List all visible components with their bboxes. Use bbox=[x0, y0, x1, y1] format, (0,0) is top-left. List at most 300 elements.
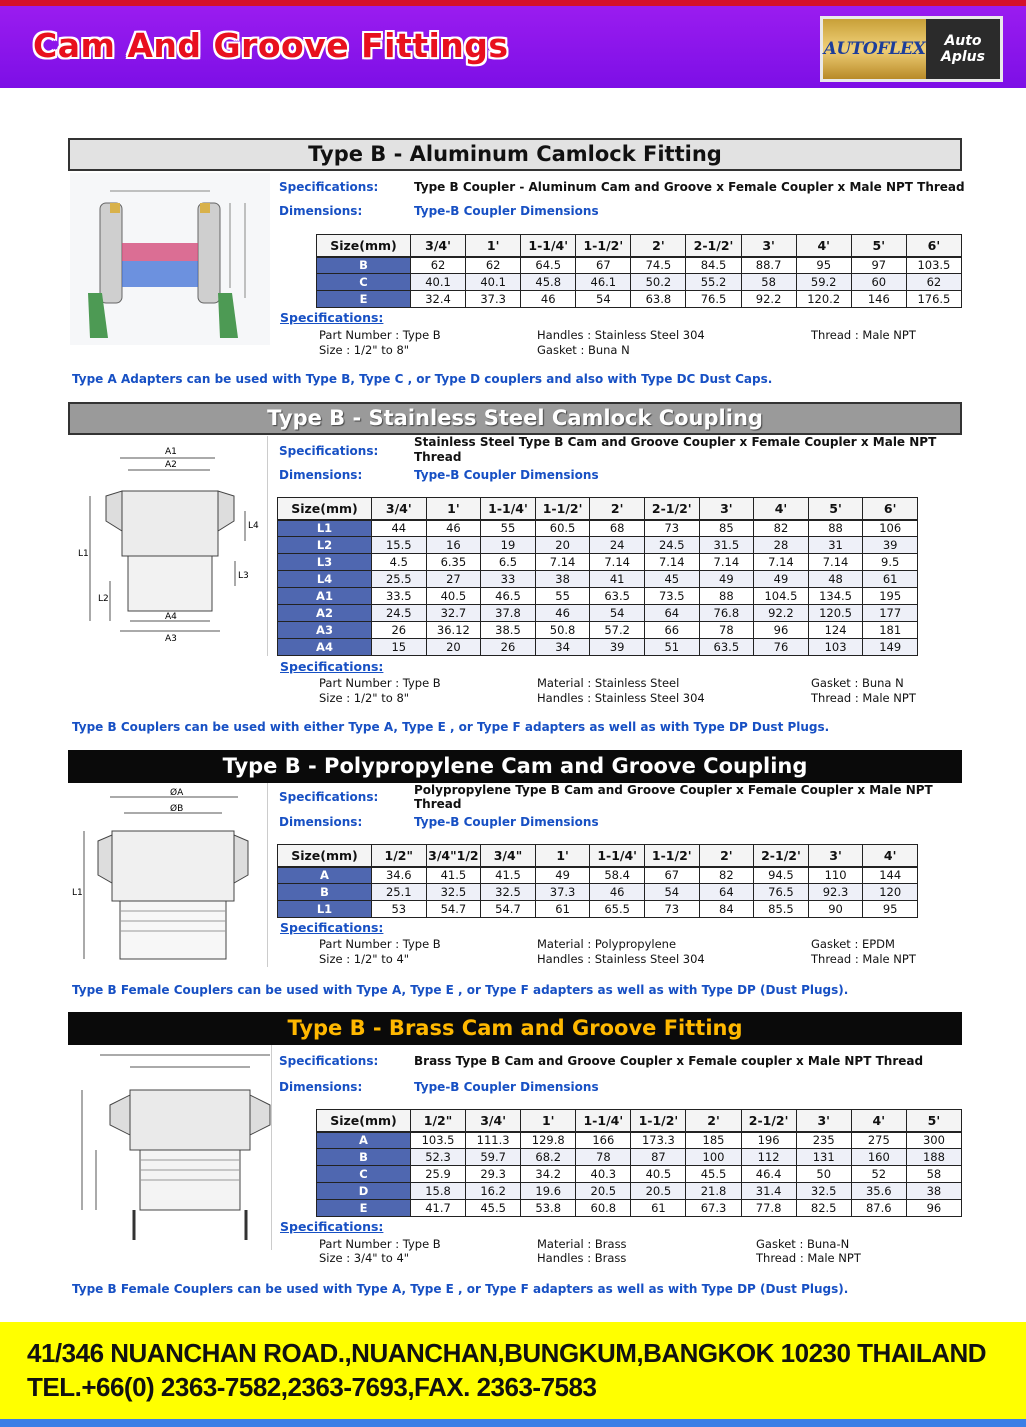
table-cell: 275 bbox=[851, 1132, 906, 1149]
spec-label: Specifications: bbox=[279, 180, 379, 194]
size-column-header: Size(mm) bbox=[317, 1110, 411, 1132]
table-cell: 37.8 bbox=[481, 605, 536, 622]
compatibility-note: Type B Female Couplers can be used with Type A, Type E , or Type F adapters as well as with Type DP (Dust Plugs). bbox=[72, 1282, 849, 1296]
detail-part-number: Part Number : Type B bbox=[319, 937, 441, 951]
table-cell: 63.5 bbox=[699, 639, 754, 656]
svg-text:L1: L1 bbox=[72, 888, 83, 898]
size-column-header: 6' bbox=[906, 235, 961, 257]
table-cell: 87.6 bbox=[851, 1200, 906, 1217]
size-column-header: 1-1/2' bbox=[631, 1110, 686, 1132]
table-cell: 78 bbox=[576, 1149, 631, 1166]
table-cell: 57.2 bbox=[590, 622, 645, 639]
table-cell: 41.5 bbox=[481, 867, 536, 884]
table-cell: 46 bbox=[590, 884, 645, 901]
table-cell: 33.5 bbox=[372, 588, 427, 605]
size-column-header: 2-1/2' bbox=[686, 235, 741, 257]
table-cell: 88 bbox=[808, 520, 863, 537]
table-cell: 185 bbox=[686, 1132, 741, 1149]
table-cell: 59.2 bbox=[796, 274, 851, 291]
section-title-brass: Type B - Brass Cam and Groove Fitting bbox=[68, 1012, 962, 1045]
table-cell: 35.6 bbox=[851, 1183, 906, 1200]
table-cell: 45.5 bbox=[466, 1200, 521, 1217]
table-cell: 46.1 bbox=[576, 274, 631, 291]
table-cell: 181 bbox=[863, 622, 918, 639]
row-label-cell: L4 bbox=[278, 571, 372, 588]
specifications-heading: Specifications: bbox=[280, 1219, 384, 1234]
table-cell: 61 bbox=[631, 1200, 686, 1217]
table-cell: 78 bbox=[699, 622, 754, 639]
table-cell: 9.5 bbox=[863, 554, 918, 571]
table-cell: 95 bbox=[863, 901, 918, 918]
table-cell: 146 bbox=[851, 291, 906, 308]
compatibility-note: Type B Female Couplers can be used with Type A, Type E , or Type F adapters as well as with Type DP (Dust Plugs). bbox=[72, 983, 849, 997]
section-title-aluminum: Type B - Aluminum Camlock Fitting bbox=[68, 138, 962, 171]
table-cell: 55.2 bbox=[686, 274, 741, 291]
table-cell: 20 bbox=[426, 639, 481, 656]
table-cell: 31.4 bbox=[741, 1183, 796, 1200]
spec-label: Specifications: bbox=[279, 790, 379, 804]
table-cell: 63.5 bbox=[590, 588, 645, 605]
section-title-stainless: Type B - Stainless Steel Camlock Coupling bbox=[68, 402, 962, 435]
table-cell: 32.7 bbox=[426, 605, 481, 622]
row-label-cell: A2 bbox=[278, 605, 372, 622]
table-cell: 95 bbox=[796, 257, 851, 274]
table-cell: 103 bbox=[808, 639, 863, 656]
table-cell: 54 bbox=[576, 291, 631, 308]
table-cell: 15.8 bbox=[411, 1183, 466, 1200]
table-cell: 134.5 bbox=[808, 588, 863, 605]
compatibility-note: Type B Couplers can be used with either Type A, Type E , or Type F adapters as well as with Type DP Dust Plugs. bbox=[72, 720, 830, 734]
table-row bbox=[278, 554, 918, 571]
table-cell: 144 bbox=[863, 867, 918, 884]
table-cell: 33 bbox=[481, 571, 536, 588]
table-cell: 54.7 bbox=[426, 901, 481, 918]
table-cell: 68 bbox=[590, 520, 645, 537]
table-cell: 84 bbox=[699, 901, 754, 918]
table-cell: 46.4 bbox=[741, 1166, 796, 1183]
table-row bbox=[317, 1149, 962, 1166]
size-column-header: 2' bbox=[590, 498, 645, 520]
table-row bbox=[278, 605, 918, 622]
table-cell: 55 bbox=[535, 588, 590, 605]
table-cell: 67.3 bbox=[686, 1200, 741, 1217]
detail-thread: Thread : Male NPT bbox=[811, 952, 916, 966]
detail-handles: Handles : Stainless Steel 304 bbox=[537, 691, 705, 705]
size-column-header: 2-1/2' bbox=[644, 498, 699, 520]
header-banner bbox=[0, 0, 1026, 88]
table-cell: 21.8 bbox=[686, 1183, 741, 1200]
brass-dimensions-table bbox=[316, 1109, 962, 1217]
table-row bbox=[317, 1132, 962, 1149]
table-row bbox=[317, 1200, 962, 1217]
spec-description: Polypropylene Type B Cam and Groove Coupler x Female Coupler x Male NPT bbox=[414, 783, 933, 797]
page-title: Cam And Groove Fittings bbox=[33, 26, 509, 65]
size-column-header: 3/4' bbox=[466, 1110, 521, 1132]
table-cell: 15 bbox=[372, 639, 427, 656]
table-cell: 120.2 bbox=[796, 291, 851, 308]
table-cell: 300 bbox=[906, 1132, 961, 1149]
table-cell: 61 bbox=[863, 571, 918, 588]
table-cell: 65.5 bbox=[590, 901, 645, 918]
size-column-header: 2' bbox=[699, 845, 754, 867]
table-cell: 7.14 bbox=[808, 554, 863, 571]
table-row bbox=[278, 901, 918, 918]
table-cell: 49 bbox=[535, 867, 590, 884]
table-cell: 88 bbox=[699, 588, 754, 605]
size-column-header: 2' bbox=[631, 235, 686, 257]
table-cell: 90 bbox=[808, 901, 863, 918]
dimensions-label: Dimensions: bbox=[279, 815, 363, 829]
table-header-row bbox=[278, 498, 918, 520]
dimensions-text: Type-B Coupler Dimensions bbox=[414, 468, 599, 482]
size-column-header: 1' bbox=[466, 235, 521, 257]
table-cell: 64.5 bbox=[521, 257, 576, 274]
table-cell: 25.5 bbox=[372, 571, 427, 588]
table-cell: 54 bbox=[644, 884, 699, 901]
table-cell: 27 bbox=[426, 571, 481, 588]
table-row bbox=[278, 622, 918, 639]
table-cell: 45.8 bbox=[521, 274, 576, 291]
table-cell: 96 bbox=[906, 1200, 961, 1217]
table-cell: 49 bbox=[754, 571, 809, 588]
table-cell: 85.5 bbox=[754, 901, 809, 918]
table-cell: 16 bbox=[426, 537, 481, 554]
detail-thread: Thread : Male NPT bbox=[811, 691, 916, 705]
table-cell: 26 bbox=[481, 639, 536, 656]
table-cell: 51 bbox=[644, 639, 699, 656]
table-cell: 131 bbox=[796, 1149, 851, 1166]
table-cell: 37.3 bbox=[535, 884, 590, 901]
svg-text:A2: A2 bbox=[165, 460, 177, 470]
table-cell: 67 bbox=[644, 867, 699, 884]
polypropylene-dimensions-table bbox=[277, 844, 918, 918]
table-cell: 195 bbox=[863, 588, 918, 605]
table-cell: 34.6 bbox=[372, 867, 427, 884]
row-label-cell: B bbox=[278, 884, 372, 901]
table-cell: 62 bbox=[906, 274, 961, 291]
table-cell: 97 bbox=[851, 257, 906, 274]
table-cell: 85 bbox=[699, 520, 754, 537]
size-column-header: Size(mm) bbox=[317, 235, 411, 257]
table-cell: 40.5 bbox=[631, 1166, 686, 1183]
section-title-polypropylene: Type B - Polypropylene Cam and Groove Coupling bbox=[68, 750, 962, 783]
detail-handles: Handles : Brass bbox=[537, 1251, 627, 1265]
size-column-header: 4' bbox=[863, 845, 918, 867]
table-cell: 92.2 bbox=[741, 291, 796, 308]
aluminum-dimensions-table bbox=[316, 234, 962, 308]
table-cell: 104.5 bbox=[754, 588, 809, 605]
row-label-cell: L1 bbox=[278, 520, 372, 537]
table-cell: 54.7 bbox=[481, 901, 536, 918]
table-cell: 54 bbox=[590, 605, 645, 622]
table-cell: 25.9 bbox=[411, 1166, 466, 1183]
row-label-cell: L3 bbox=[278, 554, 372, 571]
table-cell: 68.2 bbox=[521, 1149, 576, 1166]
size-column-header: 5' bbox=[808, 498, 863, 520]
table-cell: 188 bbox=[906, 1149, 961, 1166]
table-cell: 120.5 bbox=[808, 605, 863, 622]
detail-part-number: Part Number : Type B bbox=[319, 1237, 441, 1251]
table-cell: 19.6 bbox=[521, 1183, 576, 1200]
detail-size: Size : 1/2" to 8" bbox=[319, 691, 410, 705]
detail-gasket: Gasket : EPDM bbox=[811, 937, 895, 951]
row-label-cell: L1 bbox=[278, 901, 372, 918]
table-cell: 34.2 bbox=[521, 1166, 576, 1183]
detail-handles: Handles : Stainless Steel 304 bbox=[537, 952, 705, 966]
dimensions-label: Dimensions: bbox=[279, 1080, 363, 1094]
table-cell: 28 bbox=[754, 537, 809, 554]
table-cell: 20.5 bbox=[631, 1183, 686, 1200]
compatibility-note: Type A Adapters can be used with Type B, Type C , or Type D couplers and also with Type DC Dust Caps. bbox=[72, 372, 773, 386]
table-cell: 196 bbox=[741, 1132, 796, 1149]
table-cell: 6.5 bbox=[481, 554, 536, 571]
dimensions-text: Type-B Coupler Dimensions bbox=[414, 204, 599, 218]
table-cell: 106 bbox=[863, 520, 918, 537]
table-cell: 45.5 bbox=[686, 1166, 741, 1183]
table-cell: 41.5 bbox=[426, 867, 481, 884]
detail-thread: Thread : Male NPT bbox=[756, 1251, 861, 1265]
table-cell: 60.8 bbox=[576, 1200, 631, 1217]
detail-size: Size : 1/2" to 4" bbox=[319, 952, 410, 966]
table-cell: 41 bbox=[590, 571, 645, 588]
table-row bbox=[317, 257, 962, 274]
table-cell: 59.7 bbox=[466, 1149, 521, 1166]
size-column-header: 3' bbox=[741, 235, 796, 257]
footer-stripe bbox=[0, 1419, 1026, 1427]
dimensions-text: Type-B Coupler Dimensions bbox=[414, 815, 599, 829]
table-header-row bbox=[317, 235, 962, 257]
table-cell: 52 bbox=[851, 1166, 906, 1183]
size-column-header: 1-1/2' bbox=[535, 498, 590, 520]
table-cell: 67 bbox=[576, 257, 631, 274]
svg-text:A4: A4 bbox=[165, 612, 177, 622]
table-cell: 94.5 bbox=[754, 867, 809, 884]
size-column-header: 5' bbox=[906, 1110, 961, 1132]
table-cell: 6.35 bbox=[426, 554, 481, 571]
table-cell: 38.5 bbox=[481, 622, 536, 639]
table-cell: 129.8 bbox=[521, 1132, 576, 1149]
table-cell: 63.8 bbox=[631, 291, 686, 308]
table-cell: 39 bbox=[590, 639, 645, 656]
table-cell: 32.5 bbox=[426, 884, 481, 901]
svg-text:L1: L1 bbox=[78, 549, 89, 559]
size-column-header: 1' bbox=[426, 498, 481, 520]
table-cell: 166 bbox=[576, 1132, 631, 1149]
table-cell: 173.3 bbox=[631, 1132, 686, 1149]
size-column-header: 1-1/4' bbox=[590, 845, 645, 867]
table-cell: 61 bbox=[535, 901, 590, 918]
row-label-cell: C bbox=[317, 1166, 411, 1183]
table-cell: 19 bbox=[481, 537, 536, 554]
size-column-header: 4' bbox=[851, 1110, 906, 1132]
table-cell: 58 bbox=[906, 1166, 961, 1183]
table-cell: 82 bbox=[754, 520, 809, 537]
table-cell: 40.3 bbox=[576, 1166, 631, 1183]
detail-size: Size : 1/2" to 8" bbox=[319, 343, 410, 357]
table-cell: 60 bbox=[851, 274, 906, 291]
table-cell: 58 bbox=[741, 274, 796, 291]
table-row bbox=[278, 520, 918, 537]
table-cell: 120 bbox=[863, 884, 918, 901]
table-cell: 111.3 bbox=[466, 1132, 521, 1149]
table-cell: 177 bbox=[863, 605, 918, 622]
size-column-header: 1' bbox=[535, 845, 590, 867]
spec-description: Stainless Steel Type B Cam and Groove Coupler x Female Coupler x Male NPT bbox=[414, 435, 937, 449]
row-label-cell: D bbox=[317, 1183, 411, 1200]
svg-text:A3: A3 bbox=[165, 634, 177, 644]
table-cell: 92.3 bbox=[808, 884, 863, 901]
table-cell: 77.8 bbox=[741, 1200, 796, 1217]
table-cell: 88.7 bbox=[741, 257, 796, 274]
table-cell: 103.5 bbox=[906, 257, 961, 274]
table-cell: 55 bbox=[481, 520, 536, 537]
size-column-header: 3' bbox=[808, 845, 863, 867]
logo-autoflex: AUTOFLEX bbox=[823, 19, 926, 79]
spec-description-cont: Thread bbox=[414, 797, 462, 811]
table-cell: 82 bbox=[699, 867, 754, 884]
table-cell: 84.5 bbox=[686, 257, 741, 274]
table-cell: 103.5 bbox=[411, 1132, 466, 1149]
table-cell: 112 bbox=[741, 1149, 796, 1166]
spec-description-cont: Thread bbox=[414, 450, 462, 464]
detail-thread: Thread : Male NPT bbox=[811, 328, 916, 342]
detail-part-number: Part Number : Type B bbox=[319, 328, 441, 342]
size-column-header: 1/2" bbox=[411, 1110, 466, 1132]
footer-phone-fax: TEL.+66(0) 2363-7582,2363-7693,FAX. 2363-7583 bbox=[27, 1372, 597, 1402]
table-cell: 235 bbox=[796, 1132, 851, 1149]
table-cell: 32.4 bbox=[411, 291, 466, 308]
table-cell: 73 bbox=[644, 520, 699, 537]
table-cell: 29.3 bbox=[466, 1166, 521, 1183]
table-cell: 60.5 bbox=[535, 520, 590, 537]
table-cell: 4.5 bbox=[372, 554, 427, 571]
table-cell: 87 bbox=[631, 1149, 686, 1166]
table-row bbox=[278, 537, 918, 554]
table-cell: 24.5 bbox=[372, 605, 427, 622]
row-label-cell: A1 bbox=[278, 588, 372, 605]
size-column-header: 3/4" bbox=[481, 845, 536, 867]
table-cell: 62 bbox=[466, 257, 521, 274]
size-column-header: 3/4"1/2 bbox=[426, 845, 481, 867]
detail-handles: Handles : Stainless Steel 304 bbox=[537, 328, 705, 342]
table-cell: 73.5 bbox=[644, 588, 699, 605]
table-row bbox=[278, 884, 918, 901]
table-cell: 64 bbox=[699, 884, 754, 901]
specifications-heading: Specifications: bbox=[280, 920, 384, 935]
table-cell: 66 bbox=[644, 622, 699, 639]
size-column-header: 1/2" bbox=[372, 845, 427, 867]
table-cell: 36.12 bbox=[426, 622, 481, 639]
size-column-header: 4' bbox=[754, 498, 809, 520]
table-cell: 48 bbox=[808, 571, 863, 588]
table-cell: 32.5 bbox=[481, 884, 536, 901]
table-cell: 76.8 bbox=[699, 605, 754, 622]
row-label-cell: C bbox=[317, 274, 411, 291]
spec-label: Specifications: bbox=[279, 1054, 379, 1068]
dimensions-text: Type-B Coupler Dimensions bbox=[414, 1080, 599, 1094]
size-column-header: 1-1/4' bbox=[521, 235, 576, 257]
table-cell: 64 bbox=[644, 605, 699, 622]
detail-gasket: Gasket : Buna-N bbox=[756, 1237, 850, 1251]
footer-address: 41/346 NUANCHAN ROAD.,NUANCHAN,BUNGKUM,BANGKOK 10230 THAILAND bbox=[27, 1338, 987, 1368]
table-cell: 49 bbox=[699, 571, 754, 588]
table-cell: 76 bbox=[754, 639, 809, 656]
table-cell: 76.5 bbox=[686, 291, 741, 308]
table-cell: 32.5 bbox=[796, 1183, 851, 1200]
table-cell: 39 bbox=[863, 537, 918, 554]
row-label-cell: A3 bbox=[278, 622, 372, 639]
detail-part-number: Part Number : Type B bbox=[319, 676, 441, 690]
table-cell: 31.5 bbox=[699, 537, 754, 554]
table-cell: 40.1 bbox=[411, 274, 466, 291]
table-row bbox=[317, 274, 962, 291]
logo-auto-aplus: Auto Aplus bbox=[941, 33, 985, 65]
table-row bbox=[278, 571, 918, 588]
table-cell: 46 bbox=[521, 291, 576, 308]
table-cell: 16.2 bbox=[466, 1183, 521, 1200]
table-cell: 37.3 bbox=[466, 291, 521, 308]
size-column-header: 1-1/4' bbox=[576, 1110, 631, 1132]
table-cell: 73 bbox=[644, 901, 699, 918]
table-row bbox=[278, 588, 918, 605]
table-cell: 40.1 bbox=[466, 274, 521, 291]
table-cell: 58.4 bbox=[590, 867, 645, 884]
size-column-header: 3' bbox=[796, 1110, 851, 1132]
size-column-header: 1' bbox=[521, 1110, 576, 1132]
brand-logo bbox=[820, 16, 1003, 82]
table-cell: 53.8 bbox=[521, 1200, 576, 1217]
svg-text:L4: L4 bbox=[248, 521, 259, 531]
row-label-cell: E bbox=[317, 1200, 411, 1217]
table-cell: 176.5 bbox=[906, 291, 961, 308]
detail-material: Material : Stainless Steel bbox=[537, 676, 680, 690]
table-cell: 100 bbox=[686, 1149, 741, 1166]
table-cell: 34 bbox=[535, 639, 590, 656]
table-cell: 38 bbox=[906, 1183, 961, 1200]
aluminum-coupler-diagram bbox=[70, 173, 270, 345]
table-cell: 7.14 bbox=[535, 554, 590, 571]
size-column-header: 3/4' bbox=[411, 235, 466, 257]
row-label-cell: A4 bbox=[278, 639, 372, 656]
spec-label: Specifications: bbox=[279, 444, 379, 458]
size-column-header: 1-1/4' bbox=[481, 498, 536, 520]
table-cell: 45 bbox=[644, 571, 699, 588]
specifications-heading: Specifications: bbox=[280, 310, 384, 325]
table-row bbox=[278, 639, 918, 656]
detail-material: Material : Brass bbox=[537, 1237, 627, 1251]
svg-text:A1: A1 bbox=[165, 447, 177, 457]
table-cell: 26 bbox=[372, 622, 427, 639]
table-cell: 44 bbox=[372, 520, 427, 537]
table-cell: 24 bbox=[590, 537, 645, 554]
size-column-header: Size(mm) bbox=[278, 845, 372, 867]
svg-text:L2: L2 bbox=[98, 594, 109, 604]
table-cell: 50.8 bbox=[535, 622, 590, 639]
size-column-header: 2' bbox=[686, 1110, 741, 1132]
size-column-header: 4' bbox=[796, 235, 851, 257]
table-row bbox=[278, 867, 918, 884]
size-column-header: 6' bbox=[863, 498, 918, 520]
table-cell: 110 bbox=[808, 867, 863, 884]
size-column-header: 2-1/2' bbox=[741, 1110, 796, 1132]
size-column-header: 1-1/2' bbox=[644, 845, 699, 867]
dimensions-label: Dimensions: bbox=[279, 204, 363, 218]
spec-description: Type B Coupler - Aluminum Cam and Groove x Female Coupler x Male NPT Thread bbox=[414, 180, 965, 194]
table-cell: 7.14 bbox=[590, 554, 645, 571]
table-cell: 7.14 bbox=[644, 554, 699, 571]
table-cell: 7.14 bbox=[699, 554, 754, 571]
table-cell: 82.5 bbox=[796, 1200, 851, 1217]
